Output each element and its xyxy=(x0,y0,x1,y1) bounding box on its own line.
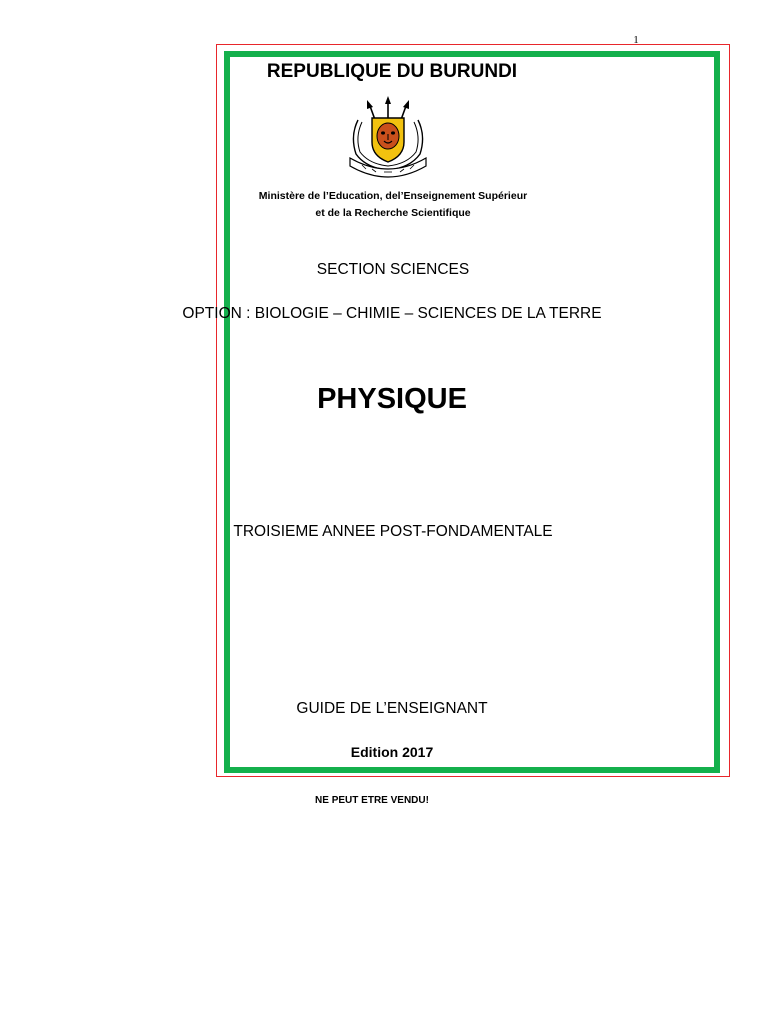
ministry-line-1: Ministère de l’Education, del’Enseignement Supérieur xyxy=(258,190,528,202)
section-title: SECTION SCIENCES xyxy=(316,261,470,278)
not-for-sale-notice: NE PEUT ETRE VENDU! xyxy=(315,795,429,806)
edition-label: Edition 2017 xyxy=(350,744,434,760)
burundi-coat-of-arms-icon xyxy=(336,96,440,178)
ministry-line-2: et de la Recherche Scientifique xyxy=(315,207,471,219)
option-title: OPTION : BIOLOGIE – CHIMIE – SCIENCES DE LA TERRE xyxy=(182,305,602,322)
country-title: REPUBLIQUE DU BURUNDI xyxy=(266,61,518,82)
inner-frame xyxy=(224,51,720,773)
guide-title: GUIDE DE L’ENSEIGNANT xyxy=(296,700,488,717)
page-number: 1 xyxy=(633,34,639,46)
subject-title: PHYSIQUE xyxy=(317,383,467,415)
year-title: TROISIEME ANNEE POST-FONDAMENTALE xyxy=(233,523,553,540)
